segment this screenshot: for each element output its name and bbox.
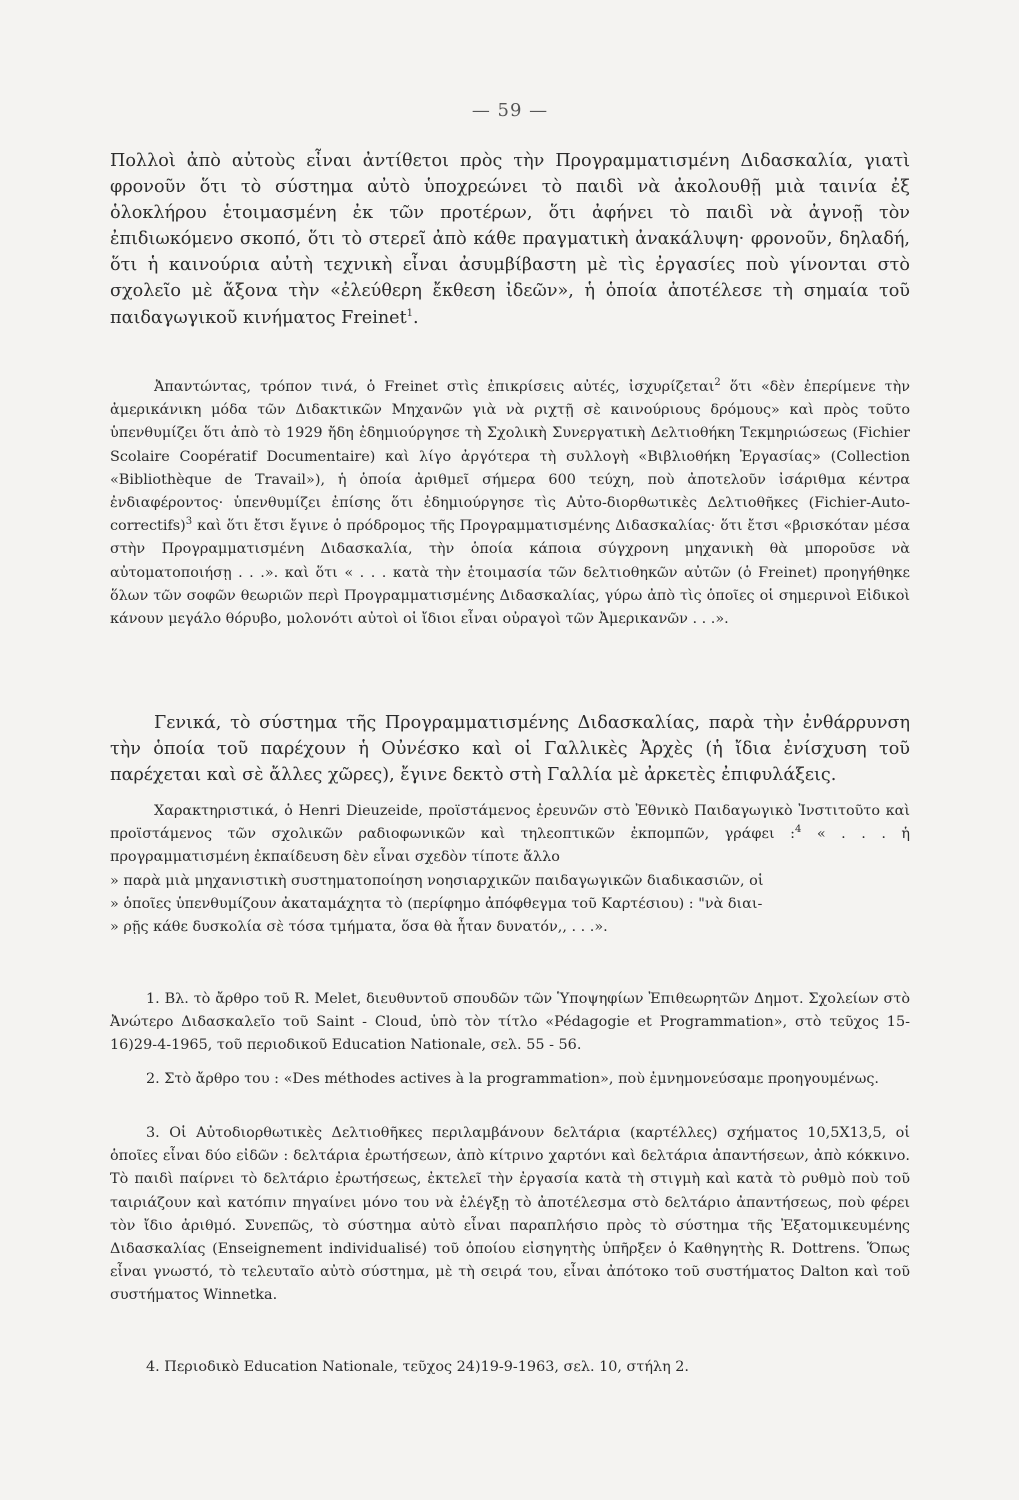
paragraph-3 (110, 710, 910, 788)
footnote-3: 3. Οἱ Αὐτοδιορθωτικὲς Δελτιοθῆκες περιλαμβάνουν δελτάρια (καρτέλλες) σχήματος 10,5X13,5, οἱ ὁποῖες εἶναι δύο εἰδῶν : δελτάρια ἐρωτήσεων, ἀπὸ κίτρινο χαρτόνι καὶ δελτάρια ἀπαντήσεων, ἀπὸ κόκκινο. Τὸ παιδὶ παίρνει τὸ δελτάριο ἐρωτήσεως, ἐκτελεῖ τὴν ἐργασία κατὰ τὴ στιγμὴ καὶ κατὰ τὸ ρυθμὸ ποὺ τοῦ ταιριάζουν καὶ κατόπιν πηγαίνει μόνο του νὰ ἐλέγξῃ τὸ ἀποτέλεσμα στὸ δελτάριο ἀπαντήσεως, ποὺ φέρει τὸν ἴδιο ἀριθμό. Συνεπῶς, τὸ σύστημα αὐτὸ εἶναι παραπλήσιο πρὸς τὸ σύστημα τῆς Ἐξατομικευμένης Διδασκαλίας (Enseignement individualisé) τοῦ ὁποίου εἰσηγητὴς ὑπῆρξεν ὁ Καθηγητὴς R. Dottrens. Ὅπως εἶναι γνωστό, τὸ τελευταῖο αὐτὸ σύστημα, μὲ τὴ σειρά του, εἶναι ἀπότοκο τοῦ συστήματος Dalton καὶ τοῦ συστήματος Winnetka. (110, 1125, 910, 1304)
page-number: — 59 — (471, 100, 549, 121)
footnote-ref-1: 1 (406, 307, 414, 319)
footnote-ref-2: 2 (714, 377, 721, 389)
footnote-ref-4: 4 (794, 824, 802, 836)
paragraph-2 (110, 376, 910, 631)
paragraph-4-quote-2: » παρὰ μιὰ μηχανιστικὴ συστηματοποίηση νοησιαρχικῶν παιδαγωγικῶν διαδικασιῶν, οἱ (110, 872, 764, 889)
paragraph-2-text-c: καὶ ὅτι ἔτσι ἔγινε ὁ πρόδρομος τῆς Προγραμματισμένης Διδασκαλίας· ὅτι ἔτσι «βρισκόταν μέσα στὴν Προγραμματισμένη Διδασκαλία, τὴν ὁποία κάποια σύγχρονη μηχανικὴ θὰ μποροῦσε νὰ αὐτοματοποιήσῃ . . .». καὶ ὅτι « . . . κατὰ τὴν ἑτοιμασία τῶν δελτιοθηκῶν αὐτῶν (ὁ Freinet) προηγήθηκε ὅλων τῶν σοφῶν θεωριῶν περὶ Προγραμματισμένης Διδασκαλίας, γύρω ἀπὸ τὶς ὁποῖες οἱ σημερινοὶ Εἰδικοὶ κάνουν μεγάλο θόρυβο, μολονότι αὐτοὶ οἱ ἴδιοι εἶναι οὐραγοὶ τῶν Ἀμερικανῶν . . .». (110, 518, 911, 628)
paragraph-4-quote-1: « . . . ἡ προγραμματισμένη ἐκπαίδευση δὲν εἶναι σχεδὸν τίποτε ἄλλο (110, 826, 911, 866)
paragraph-4-quote-3: » ὁποῖες ὑπενθυμίζουν ἀκαταμάχητα τὸ (περίφημο ἀπόφθεγμα τοῦ Καρτέσιου) : "νὰ διαι- (110, 895, 763, 912)
paragraph-1 (110, 148, 910, 331)
paragraph-1-end: . (413, 307, 419, 328)
footnote-2: 2. Στὸ ἄρθρο του : «Des méthodes actives à la programmation», ποὺ ἐμνημονεύσαμε προηγουμένως. (146, 1071, 880, 1087)
paragraph-2-text-a: Ἀπαντώντας, τρόπον τινά, ὁ Freinet στὶς ἐπικρίσεις αὐτές, ἰσχυρίζεται (154, 379, 715, 395)
paragraph-4-quote-4: » ρῇς κάθε δυσκολία σὲ τόσα τμήματα, ὅσα θὰ ἦταν δυνατόν,, . . .». (110, 919, 608, 936)
footnote-4: 4. Περιοδικὸ Education Nationale, τεῦχος 24)19-9-1963, σελ. 10, στήλη 2. (146, 1359, 690, 1375)
footnote-ref-3: 3 (185, 516, 193, 528)
paragraph-4 (110, 800, 910, 939)
footnote-1: 1. Βλ. τὸ ἄρθρο τοῦ R. Melet, διευθυντοῦ σπουδῶν τῶν Ὑποψηφίων Ἐπιθεωρητῶν Δημοτ. Σχολείων στὸ Ἀνώτερο Διδασκαλεῖο τοῦ Saint - Cloud, ὑπὸ τὸν τίτλο «Pédagogie et Programmation», στὸ τεῦχος 15-16)29-4-1965, τοῦ περιοδικοῦ Education Nationale, σελ. 55 - 56. (110, 991, 910, 1054)
paragraph-2-text-b: ὅτι «δὲν ἐπερίμενε τὴν ἀμερικάνικη μόδα τῶν Διδακτικῶν Μηχανῶν γιὰ νὰ ριχτῇ σὲ καινούριους δρόμους» καὶ πρὸς τοῦτο ὑπενθυμίζει ὅτι ἀπὸ τὸ 1929 ἤδη ἐδημιούργησε τὴ Σχολικὴ Συνεργατικὴ Δελτιοθήκη Τεκμηριώσεως (Fichier Scolaire Coopératif Documentaire) καὶ λίγο ἀργότερα τὴ συλλογὴ «Βιβλιοθήκη Ἐργασίας» (Collection «Bibliothèque de Travail»), ἡ ὁποία ἀριθμεῖ σήμερα 600 τεύχη, ποὺ ἀποτελοῦν ἰσάριθμα κέντρα ἐνδιαφέροντος· ὑπενθυμίζει ἐπίσης ὅτι ἐδημιούργησε τὶς Αὐτο-διορθωτικὲς Δελτιοθῆκες (Fichier-Auto-correctifs) (110, 379, 911, 535)
paragraph-1-text: Πολλοὶ ἀπὸ αὐτοὺς εἶναι ἀντίθετοι πρὸς τὴν Προγραμματισμένη Διδασκαλία, γιατὶ φρονοῦν ὅτι τὸ σύστημα αὐτὸ ὑποχρεώνει τὸ παιδὶ νὰ ἀκολουθῇ μιὰ ταινία ἐξ ὁλοκλήρου ἑτοιμασμένη ἐκ τῶν προτέρων, ὅτι ἀφήνει τὸ παιδὶ νὰ ἀγνοῇ τὸν ἐπιδιωκόμενο σκοπό, ὅτι τὸ στερεῖ ἀπὸ κάθε πραγματικὴ ἀνακάλυψη· φρονοῦν, δηλαδή, ὅτι ἡ καινούρια αὐτὴ τεχνικὴ εἶναι ἀσυμβίβαστη μὲ τὶς ἐργασίες ποὺ γίνονται στὸ σχολεῖο μὲ ἄξονα τὴν «ἐλεύθερη ἔκθεση ἰδεῶν», ἡ ὁποία ἀποτέλεσε τὴ σημαία τοῦ παιδαγωγικοῦ κινήματος Freinet (110, 151, 910, 328)
paragraph-3-text: Γενικά, τὸ σύστημα τῆς Προγραμματισμένης Διδασκαλίας, παρὰ τὴν ἐνθάρρυνση τὴν ὁποία τοῦ παρέχουν ἡ Οὐνέσκο καὶ οἱ Γαλλικὲς Ἀρχὲς (ἡ ἴδια ἐνίσχυση τοῦ παρέχεται καὶ σὲ ἄλλες χῶρες), ἔγινε δεκτὸ στὴ Γαλλία μὲ ἀρκετὲς ἐπιφυλάξεις. (110, 713, 910, 786)
paragraph-4-text-a: Χαρακτηριστικά, ὁ Henri Dieuzeide, προϊστάμενος ἐρευνῶν στὸ Ἐθνικὸ Παιδαγωγικὸ Ἰνστιτοῦτο καὶ προϊστάμενος τῶν σχολικῶν ραδιοφωνικῶν καὶ τηλεοπτικῶν ἐκπομπῶν, γράφει : (110, 803, 910, 843)
